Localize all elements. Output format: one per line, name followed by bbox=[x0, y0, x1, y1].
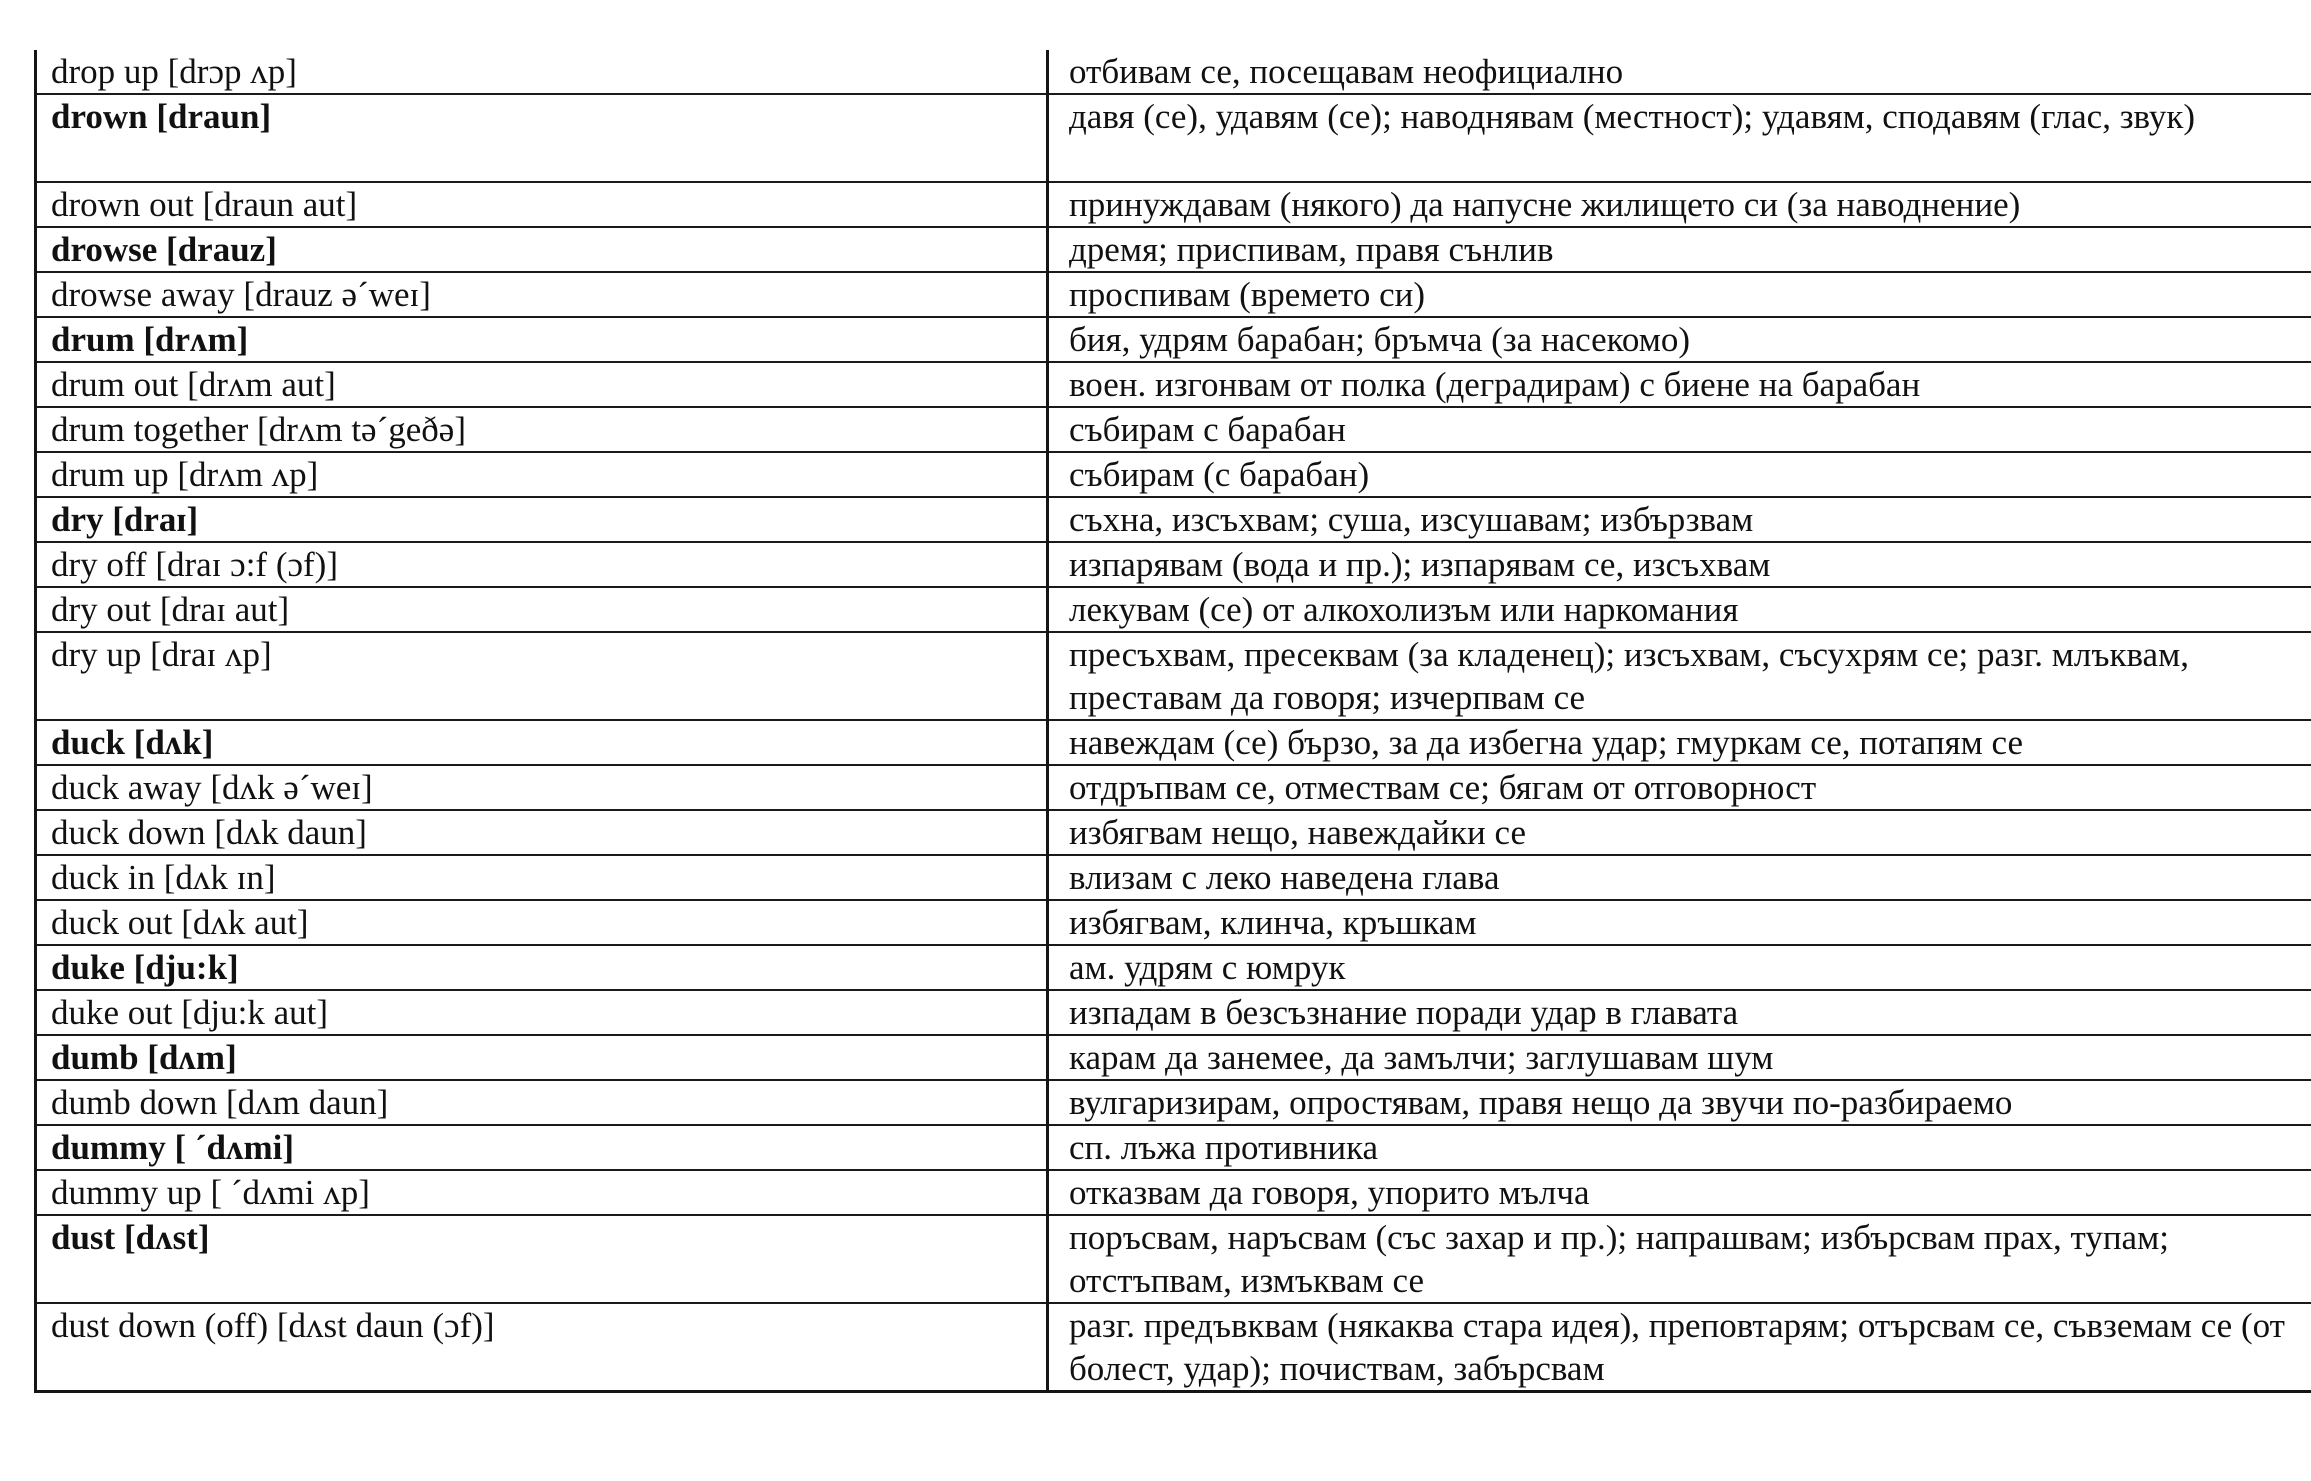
phrasal-verb-cell: dry out [draɪ aut] bbox=[36, 587, 1048, 632]
phrasal-verb-cell: drum out [drʌm aut] bbox=[36, 362, 1048, 407]
headword-cell: drum [drʌm] bbox=[36, 317, 1048, 362]
translation-cell: изпадам в безсъзнание поради удар в главата bbox=[1048, 990, 2311, 1035]
translation-cell: вулгаризирам, опростявам, правя нещо да звучи по-разбираемо bbox=[1048, 1080, 2311, 1125]
phrasal-verb-cell: duck out [dʌk aut] bbox=[36, 900, 1048, 945]
table-row bbox=[36, 900, 2311, 945]
table-row bbox=[36, 227, 2311, 272]
translation-cell: дремя; приспивам, правя сънлив bbox=[1048, 227, 2311, 272]
dictionary-rows bbox=[36, 50, 2311, 1392]
table-row bbox=[36, 1170, 2311, 1215]
phrasal-verb-cell: dry up [draɪ ʌp] bbox=[36, 632, 1048, 720]
phrasal-verb-cell: dummy up [ ˊdʌmi ʌp] bbox=[36, 1170, 1048, 1215]
translation-cell: отказвам да говоря, упорито мълча bbox=[1048, 1170, 2311, 1215]
headword-cell: duck [dʌk] bbox=[36, 720, 1048, 765]
translation-cell: воен. изгонвам от полка (деградирам) с биене на барабан bbox=[1048, 362, 2311, 407]
table-row bbox=[36, 765, 2311, 810]
phrasal-verb-cell: duck in [dʌk ɪn] bbox=[36, 855, 1048, 900]
table-row bbox=[36, 810, 2311, 855]
translation-cell: принуждавам (някого) да напусне жилището си (за наводнение) bbox=[1048, 182, 2311, 227]
translation-cell: отдръпвам се, отмествам се; бягам от отговорност bbox=[1048, 765, 2311, 810]
translation-cell: отбивам се, посещавам неофициално bbox=[1069, 52, 1624, 91]
phrasal-verb-cell: duke out [dju:k aut] bbox=[36, 990, 1048, 1035]
phrasal-verb-cell: dry off [draɪ ɔ:f (ɔf)] bbox=[36, 542, 1048, 587]
phrasal-verb-cell: dumb down [dʌm daun] bbox=[36, 1080, 1048, 1125]
table-row bbox=[36, 1035, 2311, 1080]
translation-cell: поръсвам, наръсвам (със захар и пр.); напрашвам; избърсвам прах, тупам; отстъпвам, измъквам се bbox=[1048, 1215, 2311, 1303]
translation-cell: пресъхвам, пресеквам (за кладенец); изсъхвам, съсухрям се; разг. млъквам, преставам да говоря; изчерпвам се bbox=[1048, 632, 2311, 720]
table-row bbox=[36, 50, 2311, 94]
phrasal-verb-cell: drum up [drʌm ʌp] bbox=[36, 452, 1048, 497]
table-row bbox=[36, 542, 2311, 587]
headword-cell: drown [draun] bbox=[36, 94, 1048, 182]
table-row bbox=[36, 317, 2311, 362]
table-row bbox=[36, 1215, 2311, 1303]
table-row bbox=[36, 945, 2311, 990]
headword-cell: dry [draɪ] bbox=[36, 497, 1048, 542]
table-row bbox=[36, 587, 2311, 632]
table-row bbox=[36, 497, 2311, 542]
phrasal-verb-cell: dust down (off) [dʌst daun (ɔf)] bbox=[36, 1303, 1048, 1392]
table-row bbox=[36, 855, 2311, 900]
translation-cell: съхна, изсъхвам; суша, изсушавам; избързвам bbox=[1048, 497, 2311, 542]
headword-cell: dumb [dʌm] bbox=[36, 1035, 1048, 1080]
table-row bbox=[36, 407, 2311, 452]
headword-cell: duke [dju:k] bbox=[36, 945, 1048, 990]
phrasal-verb-cell: drowse away [drauz əˊweɪ] bbox=[36, 272, 1048, 317]
translation-cell: лекувам (се) от алкохолизъм или наркомания bbox=[1048, 587, 2311, 632]
headword-cell: dust [dʌst] bbox=[36, 1215, 1048, 1303]
table-row bbox=[36, 182, 2311, 227]
headword-cell: drowse [drauz] bbox=[36, 227, 1048, 272]
table-row bbox=[36, 720, 2311, 765]
translation-cell: карам да занемее, да замълчи; заглушавам шум bbox=[1048, 1035, 2311, 1080]
phrasal-verb-cell: drum together [drʌm təˊgeðə] bbox=[36, 407, 1048, 452]
dictionary-table bbox=[34, 50, 2311, 1393]
translation-cell: сп. лъжа противника bbox=[1048, 1125, 2311, 1170]
headword-cell: dummy [ ˊdʌmi] bbox=[36, 1125, 1048, 1170]
table-row bbox=[36, 632, 2311, 720]
phrasal-verb-cell: duck down [dʌk daun] bbox=[36, 810, 1048, 855]
table-row bbox=[36, 1303, 2311, 1392]
table-row bbox=[36, 1125, 2311, 1170]
phrasal-verb-cell: drown out [draun aut] bbox=[36, 182, 1048, 227]
translation-cell: проспивам (времето си) bbox=[1048, 272, 2311, 317]
translation-cell: влизам с леко наведена глава bbox=[1048, 855, 2311, 900]
translation-cell: ам. удрям с юмрук bbox=[1048, 945, 2311, 990]
translation-cell: избягвам, клинча, кръшкам bbox=[1048, 900, 2311, 945]
translation-cell: събирам с барабан bbox=[1048, 407, 2311, 452]
table-row bbox=[36, 1080, 2311, 1125]
translation-cell: навеждам (се) бързо, за да избегна удар; гмуркам се, потапям се bbox=[1048, 720, 2311, 765]
table-row bbox=[36, 990, 2311, 1035]
translation-cell: избягвам нещо, навеждайки се bbox=[1048, 810, 2311, 855]
translation-cell: събирам (с барабан) bbox=[1048, 452, 2311, 497]
table-row bbox=[36, 272, 2311, 317]
phrasal-verb-cell: drop up [drɔp ʌp] bbox=[36, 50, 1048, 94]
phrasal-verb-cell: duck away [dʌk əˊweɪ] bbox=[36, 765, 1048, 810]
table-row bbox=[36, 362, 2311, 407]
table-row bbox=[36, 94, 2311, 182]
translation-cell: разг. предъвквам (някаква стара идея), преповтарям; отърсвам се, съвземам се (от болест, удар); почиствам, забърсвам bbox=[1048, 1303, 2311, 1392]
table-row bbox=[36, 452, 2311, 497]
translation-cell: давя (се), удавям (се); наводнявам (местност); удавям, сподавям (глас, звук) bbox=[1048, 94, 2311, 182]
translation-cell: бия, удрям барабан; бръмча (за насекомо) bbox=[1048, 317, 2311, 362]
translation-cell: изпарявам (вода и пр.); изпарявам се, изсъхвам bbox=[1048, 542, 2311, 587]
